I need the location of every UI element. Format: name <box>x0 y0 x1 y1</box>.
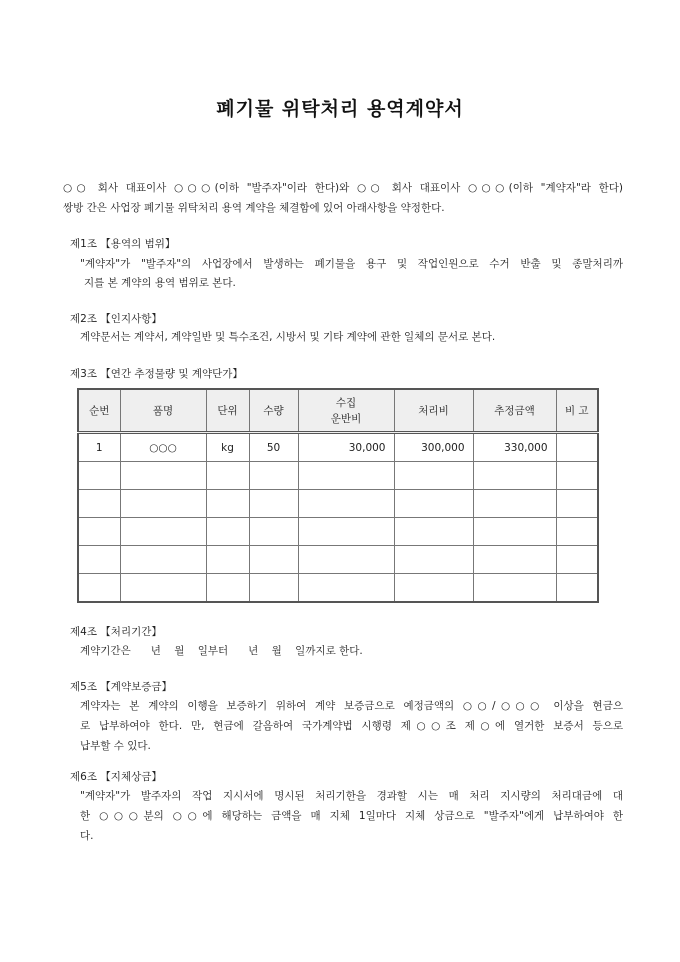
table-cell <box>556 574 598 603</box>
article-4-heading: 제4조 【처리기간】 <box>70 626 162 638</box>
table-cell <box>206 462 249 490</box>
article-5-text: 계약자는 본 계약의 이행을 보증하기 위하여 계약 보증금으로 예정금액의 ○○/○○○ 이상을 현금으 <box>80 700 623 712</box>
table-cell <box>249 490 298 518</box>
table-cell <box>473 518 556 546</box>
table-cell <box>78 574 120 603</box>
estimate-table <box>77 388 599 603</box>
table-cell <box>206 490 249 518</box>
table-cell <box>394 462 473 490</box>
table-cell <box>394 574 473 603</box>
table-cell <box>298 462 394 490</box>
table-cell: 50 <box>249 433 298 462</box>
article-6-text: 다. <box>80 830 94 842</box>
table-cell <box>120 546 206 574</box>
table-cell <box>249 546 298 574</box>
table-cell <box>120 518 206 546</box>
table-cell <box>249 518 298 546</box>
article-5-text: 납부할 수 있다. <box>80 740 151 752</box>
article-4-text: 계약기간은 년 월 일부터 년 월 일까지로 한다. <box>80 645 363 657</box>
article-6-heading: 제6조 【지체상금】 <box>70 771 162 783</box>
article-1-heading: 제1조 【용역의 범위】 <box>70 238 176 250</box>
table-cell <box>78 546 120 574</box>
table-row <box>78 433 598 462</box>
table-cell <box>120 574 206 603</box>
intro-line: 쌍방 간은 사업장 폐기물 위탁처리 용역 계약을 체결함에 있어 아래사항을 약정한다. <box>63 202 445 214</box>
document-title: 폐기물 위탁처리 용역계약서 <box>216 98 464 120</box>
table-row <box>78 462 598 490</box>
column-header: 비 고 <box>556 389 598 433</box>
table-cell <box>298 574 394 603</box>
table-cell <box>78 462 120 490</box>
table-cell <box>394 490 473 518</box>
article-5-text: 로 납부하여야 한다. 만, 현금에 갈음하여 국가계약법 시행령 제○○조 제○에 열거한 보증서 등으로 <box>80 720 623 732</box>
article-5-heading: 제5조 【계약보증금】 <box>70 681 173 693</box>
table-cell <box>556 518 598 546</box>
article-1-text: "계약자"가 "발주자"의 사업장에서 발생하는 폐기물을 용구 및 작업인원으로 수거 반출 및 종말처리까 <box>80 258 623 270</box>
table-cell <box>206 518 249 546</box>
table-cell <box>78 518 120 546</box>
table-cell: ○○○ <box>120 433 206 462</box>
column-header: 추정금액 <box>473 389 556 433</box>
article-1-text: 지를 본 계약의 용역 범위로 본다. <box>84 277 236 289</box>
table-row <box>78 574 598 603</box>
table-row <box>78 546 598 574</box>
table-cell <box>298 518 394 546</box>
article-6-text: "계약자"가 발주자의 작업 지시서에 명시된 처리기한을 경과할 시는 매 처리 지시량의 처리대금에 대 <box>80 790 623 802</box>
column-header: 처리비 <box>394 389 473 433</box>
article-2-heading: 제2조 【인지사항】 <box>70 313 162 325</box>
table-cell <box>473 462 556 490</box>
table-cell: kg <box>206 433 249 462</box>
table-cell <box>556 462 598 490</box>
table-cell: 300,000 <box>394 433 473 462</box>
table-cell <box>473 574 556 603</box>
table-cell <box>556 490 598 518</box>
table-cell <box>120 462 206 490</box>
table-cell <box>556 433 598 462</box>
table-cell <box>249 574 298 603</box>
intro-line: ○○ 회사 대표이사 ○○○(이하 "발주자"이라 한다)와 ○○ 회사 대표이사 ○○○(이하 "계약자"라 한다) <box>63 182 623 194</box>
table-cell <box>249 462 298 490</box>
table-cell <box>78 490 120 518</box>
table-cell <box>120 490 206 518</box>
table-cell <box>206 546 249 574</box>
table-cell <box>206 574 249 603</box>
column-header: 단위 <box>206 389 249 433</box>
column-header: 수량 <box>249 389 298 433</box>
table-cell <box>473 490 556 518</box>
column-header: 순번 <box>78 389 120 433</box>
table-row <box>78 518 598 546</box>
table-cell <box>394 546 473 574</box>
column-header: 품명 <box>120 389 206 433</box>
article-2-text: 계약문서는 계약서, 계약일반 및 특수조건, 시방서 및 기타 계약에 관한 일체의 문서로 본다. <box>80 331 496 343</box>
table-cell <box>394 518 473 546</box>
table-cell: 330,000 <box>473 433 556 462</box>
table-cell <box>473 546 556 574</box>
table-cell: 1 <box>78 433 120 462</box>
column-header: 수집 운반비 <box>298 389 394 433</box>
article-3-heading: 제3조 【연간 추정물량 및 계약단가】 <box>70 368 243 380</box>
table-cell: 30,000 <box>298 433 394 462</box>
table-cell <box>298 546 394 574</box>
table-row <box>78 490 598 518</box>
table-cell <box>298 490 394 518</box>
article-6-text: 한 ○○○분의 ○○에 해당하는 금액을 매 지체 1일마다 지체 상금으로 "발주자"에게 납부하여야 한 <box>80 810 623 822</box>
table-cell <box>556 546 598 574</box>
